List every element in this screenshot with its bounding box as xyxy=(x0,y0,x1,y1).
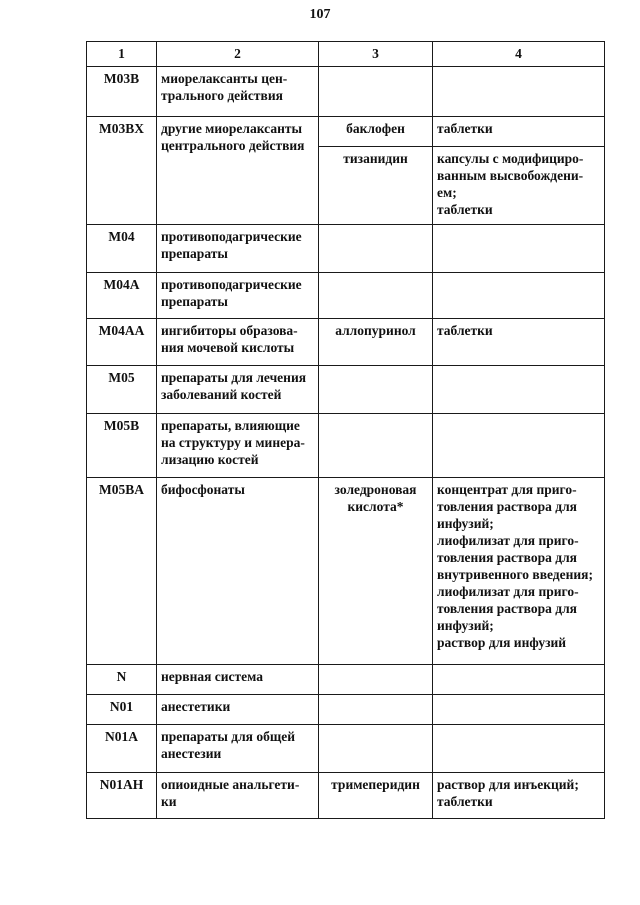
table-row xyxy=(87,695,605,725)
table-row xyxy=(87,67,605,117)
inn-cell xyxy=(319,414,433,478)
atc-code: N01A xyxy=(87,725,157,773)
inn-cell: тримеперидин xyxy=(319,773,433,819)
table-row xyxy=(87,117,605,147)
table-row xyxy=(87,273,605,319)
group-name: препараты для общей анестезии xyxy=(157,725,319,773)
column-header-3: 3 xyxy=(319,42,433,67)
group-name: препараты для лечения заболеваний костей xyxy=(157,366,319,414)
atc-code: M05B xyxy=(87,414,157,478)
group-name: противоподагрические препараты xyxy=(157,273,319,319)
table-row xyxy=(87,366,605,414)
inn-cell xyxy=(319,366,433,414)
dosage-form-cell: капсулы с модифициро- ванным высвобождени- ем; таблетки xyxy=(433,147,605,225)
dosage-form-cell xyxy=(433,725,605,773)
inn-cell xyxy=(319,67,433,117)
table-row xyxy=(87,478,605,665)
column-header-2: 2 xyxy=(157,42,319,67)
table-row xyxy=(87,319,605,366)
inn-cell: баклофен xyxy=(319,117,433,147)
column-header-1: 1 xyxy=(87,42,157,67)
inn-cell xyxy=(319,225,433,273)
dosage-form-cell xyxy=(433,366,605,414)
dosage-form-cell xyxy=(433,273,605,319)
dosage-form-cell: таблетки xyxy=(433,117,605,147)
group-name: нервная система xyxy=(157,665,319,695)
dosage-form-cell: таблетки xyxy=(433,319,605,366)
dosage-form-cell xyxy=(433,225,605,273)
inn-cell: тизанидин xyxy=(319,147,433,225)
table-row xyxy=(87,773,605,819)
table-row xyxy=(87,665,605,695)
inn-cell xyxy=(319,695,433,725)
dosage-form-cell: концентрат для приго- товления раствора для инфузий; лиофилизат для приго- товления раствора для внутривенного введения; лиофилизат для приго- товления раствора для инфузий; раствор для инфузий xyxy=(433,478,605,665)
group-name: бифосфонаты xyxy=(157,478,319,665)
group-name: анестетики xyxy=(157,695,319,725)
group-name: противоподагрические препараты xyxy=(157,225,319,273)
table-row xyxy=(87,225,605,273)
atc-code: M04 xyxy=(87,225,157,273)
inn-cell: аллопуринол xyxy=(319,319,433,366)
atc-code: M03B xyxy=(87,67,157,117)
atc-code: M04AA xyxy=(87,319,157,366)
column-header-4: 4 xyxy=(433,42,605,67)
table-header-row xyxy=(87,42,605,67)
group-name: опиоидные анальгети- ки xyxy=(157,773,319,819)
dosage-form-cell xyxy=(433,414,605,478)
drug-classification-table xyxy=(86,41,605,819)
dosage-form-cell xyxy=(433,665,605,695)
page-number: 107 xyxy=(309,7,331,22)
group-name: другие миорелаксанты центрального действия xyxy=(157,117,319,225)
table-row xyxy=(87,725,605,773)
group-name: препараты, влияющие на структуру и минера- лизацию костей xyxy=(157,414,319,478)
group-name: ингибиторы образова- ния мочевой кислоты xyxy=(157,319,319,366)
dosage-form-cell xyxy=(433,67,605,117)
atc-code: N01AH xyxy=(87,773,157,819)
inn-cell xyxy=(319,665,433,695)
atc-code: M05 xyxy=(87,366,157,414)
atc-code: M04A xyxy=(87,273,157,319)
inn-cell xyxy=(319,273,433,319)
inn-cell xyxy=(319,725,433,773)
atc-code: M05BA xyxy=(87,478,157,665)
atc-code: N xyxy=(87,665,157,695)
atc-code: N01 xyxy=(87,695,157,725)
dosage-form-cell xyxy=(433,695,605,725)
dosage-form-cell: раствор для инъекций; таблетки xyxy=(433,773,605,819)
atc-code: M03BX xyxy=(87,117,157,225)
table-row xyxy=(87,414,605,478)
group-name: миорелаксанты цен- трального действия xyxy=(157,67,319,117)
inn-cell: золедроновая кислота* xyxy=(319,478,433,665)
